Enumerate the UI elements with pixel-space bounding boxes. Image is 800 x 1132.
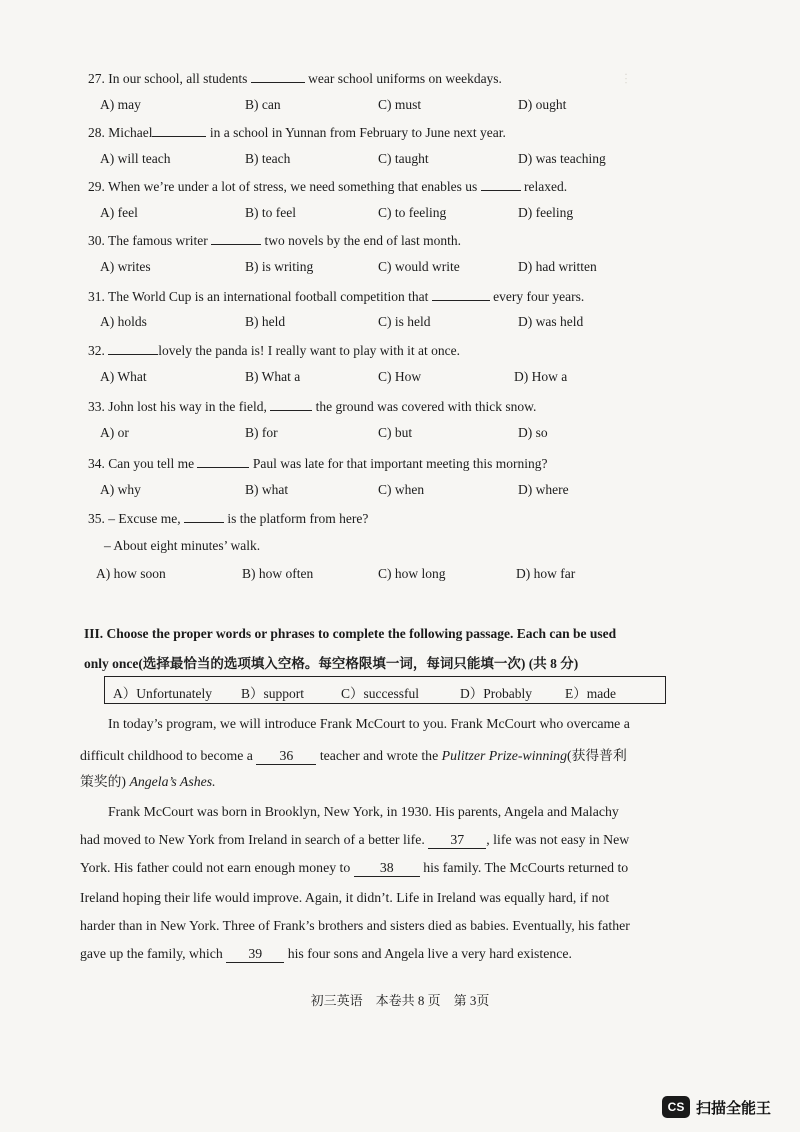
passage-line: In today’s program, we will introduce Frank McCourt to you. Frank McCourt who overcame a [108,716,630,731]
word-bank-option: D）Probably [460,686,532,701]
answer-blank [197,455,249,468]
section-heading: III. Choose the proper words or phrases to complete the following passage. Each can be used [84,626,617,641]
question-27: 27. In our school, all students wear school uniforms on weekdays. [88,71,502,86]
options-32: A) What B) What a C) How D) How a [100,369,568,384]
word-bank-option: C）successful [341,686,419,701]
passage-line: Ireland hoping their life would improve. Again, it didn’t. Life in Ireland was equally hard, if not [80,890,610,905]
passage-line: gave up the family, which 39 his four sons and Angela live a very hard existence. [80,946,572,961]
question-35: 35. – Excuse me, is the platform from here? [88,511,369,526]
question-34: 34. Can you tell me Paul was late for that important meeting this morning? [88,456,548,471]
bleed-through-text: ︙ [620,72,633,86]
question-30: 30. The famous writer two novels by the end of last month. [88,233,461,248]
logo-text: 扫描全能王 [696,1098,772,1117]
answer-blank [211,232,261,245]
options-30: A) writes B) is writing C) would write D) had written [100,259,597,274]
answer-blank [108,342,158,355]
options-35: A) how soon B) how often C) how long D) how far [96,566,576,581]
answer-blank [481,178,521,191]
question-28: 28. Michael in a school in Yunnan from February to June next year. [88,125,506,140]
passage-line: harder than in New York. Three of Frank’s brothers and sisters died as babies. Eventually, his father [80,918,630,933]
page-footer: 初三英语 本卷共 8 页 第 3页 [310,993,490,1008]
word-bank-box [104,676,666,704]
scanner-app-logo [662,1092,788,1122]
answer-blank [432,288,490,301]
section-heading-cont: only once(选择最恰当的选项填入空格。每空格限填一词，每词只能填一次) (共 8 分) [84,656,579,671]
answer-blank [152,124,206,137]
answer-blank [251,70,305,83]
question-32: 32. lovely the panda is! I really want to play with it at once. [88,343,461,358]
passage-line: 策奖的) Angela’s Ashes. [80,774,216,789]
passage-line: had moved to New York from Ireland in search of a better life. 37 , life was not easy in New [80,832,630,847]
question-29: 29. When we’re under a lot of stress, we need something that enables us relaxed. [88,179,568,194]
blank-36: 36 [256,748,316,765]
blank-37: 37 [428,832,486,849]
word-bank-option: B）support [241,686,305,701]
answer-blank [184,510,224,523]
question-35-reply: – About eight minutes’ walk. [104,538,261,553]
question-33: 33. John lost his way in the field, the ground was covered with thick snow. [88,399,537,414]
question-31: 31. The World Cup is an international football competition that every four years. [88,289,585,304]
cs-logo-icon: CS [662,1096,690,1118]
options-27: A) may B) can C) must D) ought [100,97,567,112]
blank-38: 38 [354,860,420,877]
options-28: A) will teach B) teach C) taught D) was teaching [100,151,606,166]
options-33: A) or B) for C) but D) so [100,425,548,440]
passage-line: difficult childhood to become a 36 teacher and wrote the Pulitzer Prize-winning(获得普利 [80,748,627,763]
options-31: A) holds B) held C) is held D) was held [100,314,584,329]
options-29: A) feel B) to feel C) to feeling D) feeling [100,205,574,220]
options-34: A) why B) what C) when D) where [100,482,569,497]
blank-39: 39 [226,946,284,963]
word-bank-option: A）Unfortunately [113,686,212,701]
answer-blank [270,398,312,411]
passage-line: Frank McCourt was born in Brooklyn, New York, in 1930. His parents, Angela and Malachy [108,804,619,819]
word-bank-option: E）made [565,686,616,701]
passage-line: York. His father could not earn enough money to 38 his family. The McCourts returned to [80,860,629,875]
